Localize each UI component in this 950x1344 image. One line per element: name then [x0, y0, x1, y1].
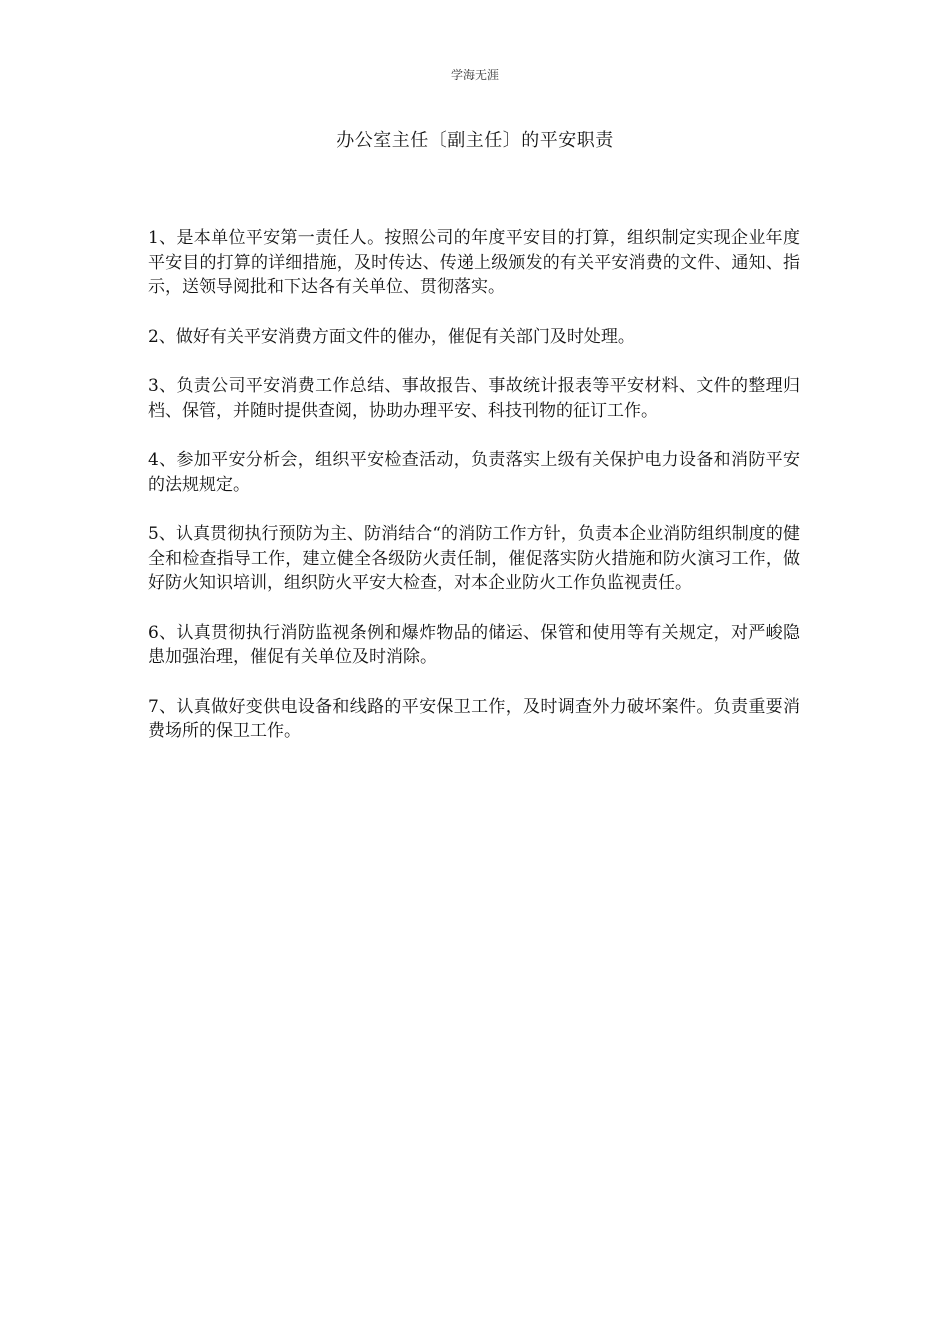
paragraph-4: 4、参加平安分析会，组织平安检查活动，负责落实上级有关保护电力设备和消防平安的法规规定。: [148, 450, 800, 495]
paragraph-3: 3、负责公司平安消费工作总结、事故报告、事故统计报表等平安材料、文件的整理归档、保管，并随时提供查阅，协助办理平安、科技刊物的征订工作。: [148, 376, 800, 421]
paragraph-2: 2、做好有关平安消费方面文件的催办，催促有关部门及时处理。: [148, 326, 635, 347]
page-header: 学海无涯: [450, 68, 499, 82]
document-body: [148, 226, 800, 769]
paragraph-6: 6、认真贯彻执行消防监视条例和爆炸物品的储运、保管和使用等有关规定，对严峻隐患加强治理，催促有关单位及时消除。: [148, 622, 800, 667]
paragraph-1: 1、是本单位平安第一责任人。按照公司的年度平安目的打算，组织制定实现企业年度平安目的打算的详细措施，及时传达、传递上级颁发的有关平安消费的文件、通知、指示，送领导阅批和下达各有关单位、贯彻落实。: [148, 228, 800, 297]
paragraph-7: 7、认真做好变供电设备和线路的平安保卫工作，及时调查外力破坏案件。负责重要消费场所的保卫工作。: [148, 696, 800, 741]
paragraph-5: 5、认真贯彻执行预防为主、防消结合“的消防工作方针，负责本企业消防组织制度的健全和检查指导工作，建立健全各级防火责任制，催促落实防火措施和防火演习工作，做好防火知识培训，组织防火平安大检查，对本企业防火工作负监视责任。: [148, 524, 800, 593]
document-title: 办公室主任〔副主任〕的平安职责: [336, 130, 614, 151]
